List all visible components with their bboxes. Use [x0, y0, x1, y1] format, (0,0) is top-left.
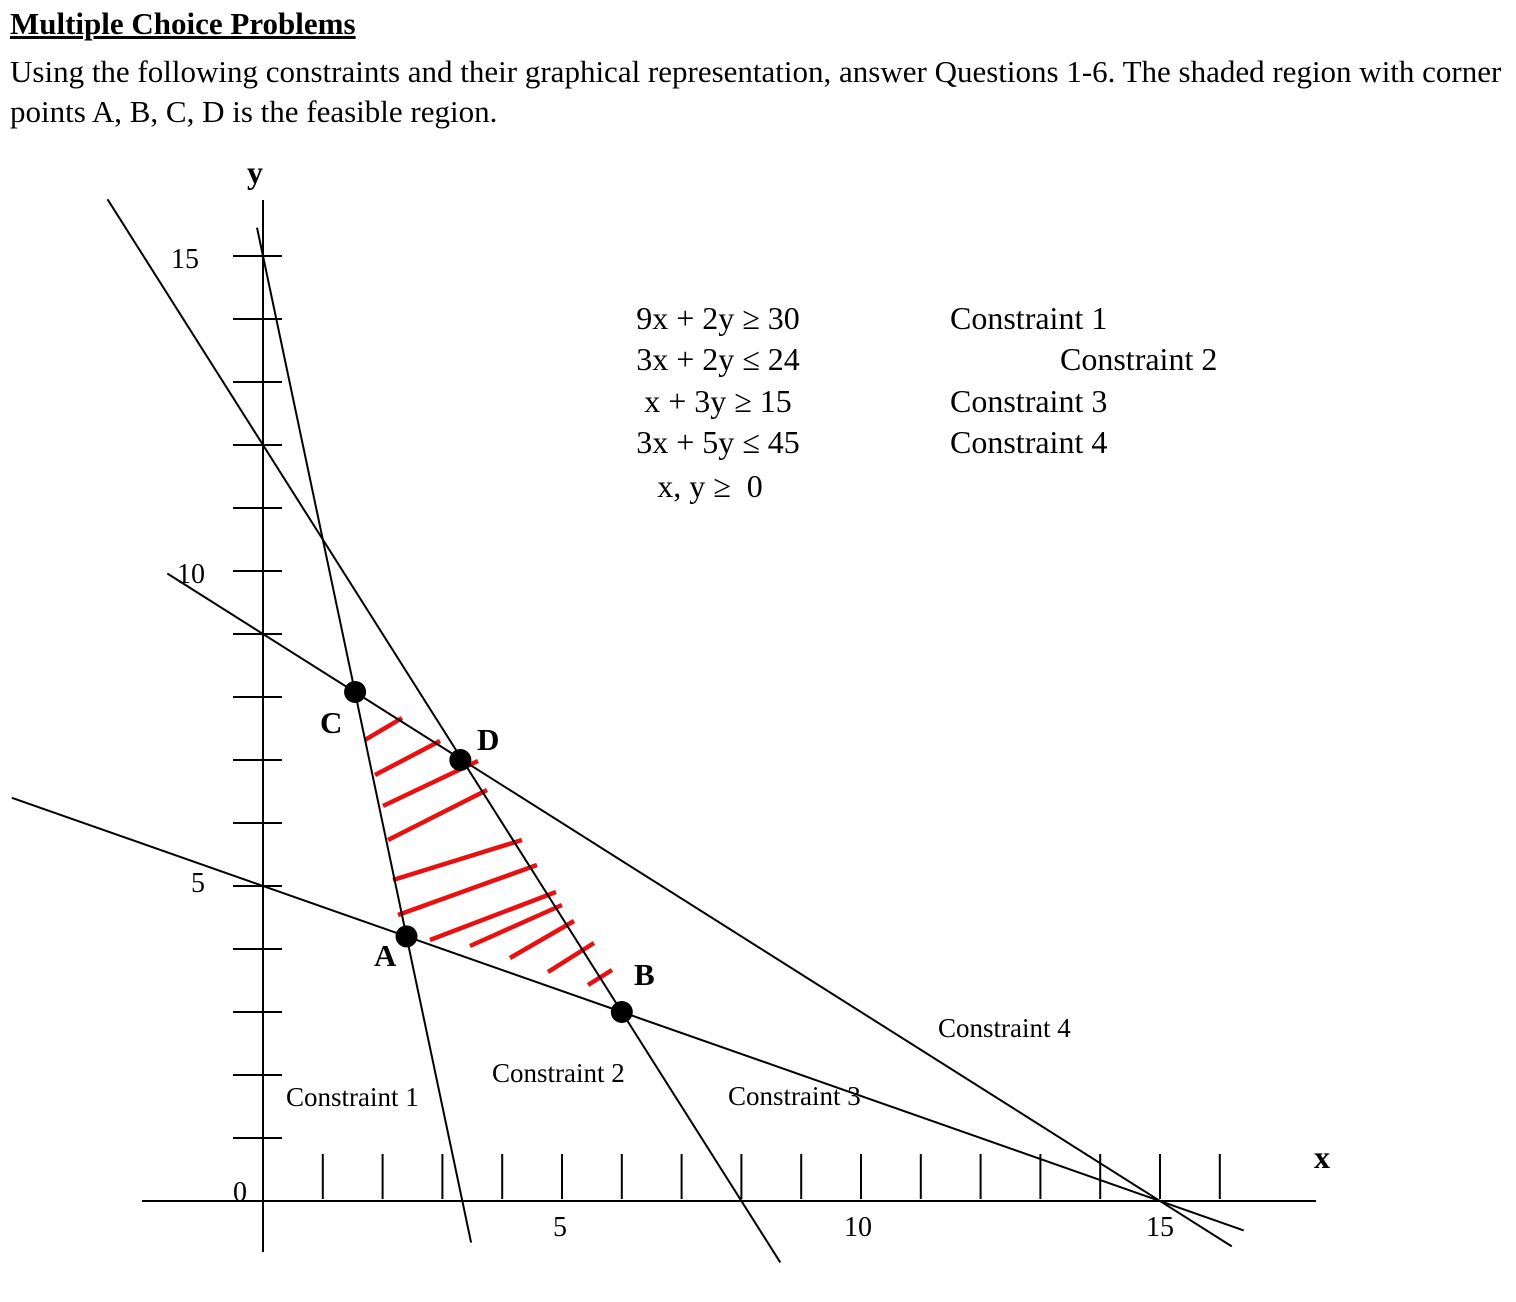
constraint-lines	[12, 199, 1244, 1262]
point-label-c: C	[320, 705, 343, 740]
nonnegativity-expr: x, y ≥ 0	[657, 468, 763, 504]
constraint-2-expr: 3x + 2y ≤ 24	[636, 341, 800, 377]
x-tick-label-15: 15	[1146, 1212, 1174, 1243]
constraint-4-expr: 3x + 5y ≤ 45	[636, 424, 800, 460]
constraint-1-expr: 9x + 2y ≥ 30	[636, 300, 800, 336]
y-axis-label: y	[247, 154, 263, 190]
x-axis-label: x	[1314, 1139, 1330, 1175]
point-label-d: D	[477, 722, 500, 757]
hatch-line-5	[393, 840, 522, 880]
x-tick-label-10: 10	[844, 1212, 872, 1243]
y-tick-label-15: 15	[171, 244, 199, 275]
line-label-constraint-2: Constraint 2	[492, 1058, 625, 1088]
hatch-line-9	[510, 921, 574, 958]
line-label-constraint-1: Constraint 1	[286, 1082, 419, 1112]
corner-point-a	[396, 925, 418, 947]
point-label-a: A	[374, 938, 397, 973]
line-label-constraint-3: Constraint 3	[728, 1081, 861, 1111]
line-label-constraint-4: Constraint 4	[938, 1013, 1071, 1043]
intro-text: Using the following constraints and their graphical representation, answer Questions 1-6. The shaded region with corner points A, B, C, D is the feasible region.	[10, 54, 1502, 129]
hatch-line-8	[470, 905, 562, 946]
constraint-3-expr: x + 3y ≥ 15	[644, 383, 792, 419]
x-tick-label-5: 5	[553, 1212, 567, 1243]
x-tick-label-0: 0	[233, 1177, 247, 1208]
corner-point-c	[344, 681, 366, 703]
constraint-line-4	[167, 574, 1231, 1247]
constraint-4-name: Constraint 4	[950, 424, 1108, 460]
corner-point-b	[611, 1001, 633, 1023]
constraint-1-name: Constraint 1	[950, 300, 1108, 336]
corner-point-d	[449, 749, 471, 771]
point-label-b: B	[634, 957, 655, 992]
hatch-line-1	[365, 718, 402, 740]
constraint-3-name: Constraint 3	[950, 383, 1108, 419]
y-tick-label-10: 10	[177, 559, 205, 590]
y-tick-label-5: 5	[191, 868, 205, 899]
constraint-2-name: Constraint 2	[1060, 341, 1218, 377]
heading: Multiple Choice Problems	[10, 6, 356, 41]
hatch-line-2	[375, 741, 440, 775]
